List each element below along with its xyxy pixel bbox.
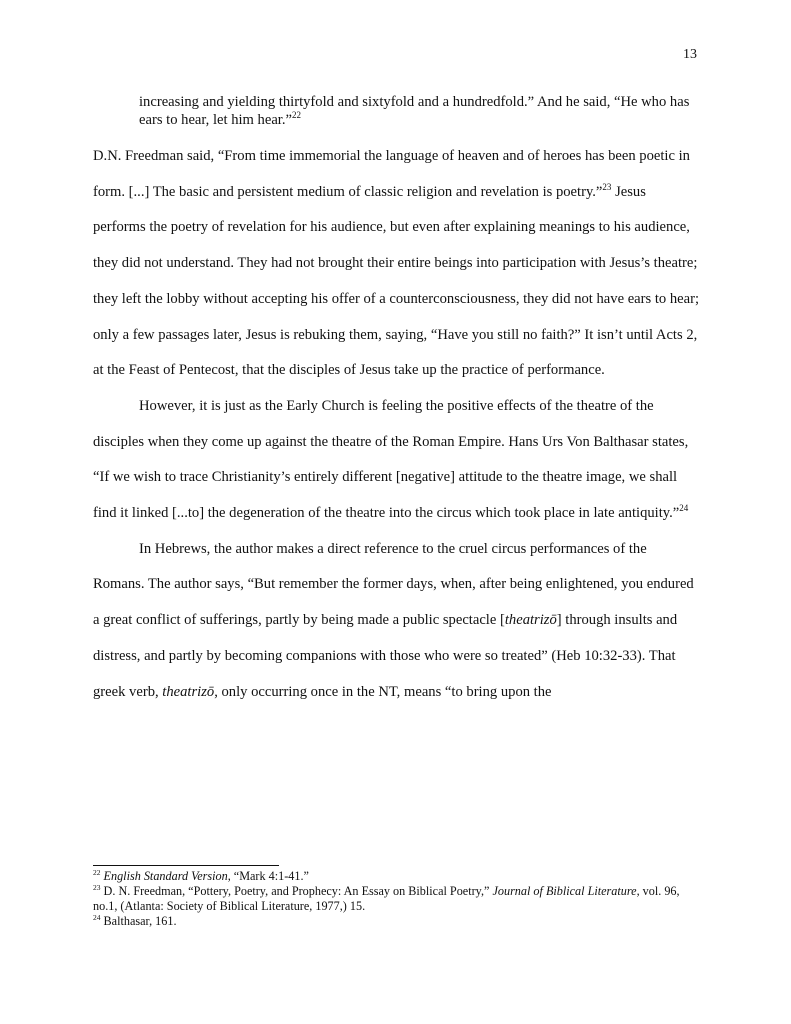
footnote-text: D. N. Freedman, “Pottery, Poetry, and Prophecy: An Essay on Biblical Poetry,”: [100, 884, 493, 898]
footnotes: [93, 869, 699, 929]
paragraph-text: D.N. Freedman said, “From time immemorial the language of heaven and of heroes has been poetic in form. [...] The basic and persistent medium of classic religion and revelation is poetry.”: [93, 148, 690, 200]
paragraph-freedman: [93, 139, 699, 389]
footnote-text: Balthasar, 161.: [100, 914, 177, 928]
page-number: 13: [683, 47, 697, 62]
footnote-ref-24: 24: [679, 503, 689, 514]
footnote-source-title: English Standard Version: [103, 869, 228, 883]
paragraph-hebrews: [93, 532, 699, 711]
paragraph-text: However, it is just as the Early Church is feeling the positive effects of the theatre of the disciples when they come up against the theatre of the Roman Empire. Hans Urs Von Balthasar states, “If we wish to trace Christianity’s entirely different [negative] attitude to the theatre image, we shall find it linked [...to] the degeneration of the theatre into the circus which took place in late antiquity.”: [93, 397, 689, 522]
greek-term: theatrizō: [504, 612, 557, 629]
paragraph-text: ] through insults and distress, and partly by becoming companions with those who were so treated” (Heb 10:32-33). That greek verb,: [93, 612, 678, 700]
footnote-number: 23: [93, 883, 101, 892]
greek-term: theatrizō: [162, 683, 215, 700]
paragraph-text: Jesus performs the poetry of revelation for his audience, but even after explaining meanings to his audience, they did not understand. They had not brought their entire beings into participation with Jesus’s theatre; they left the lobby without accepting his offer of a counterconsciousness, they did not have ears to hear; only a few passages later, Jesus is rebuking them, saying, “Have you still no faith?” It isn’t until Acts 2, at the Feast of Pentecost, that the disciples of Jesus take up the practice of performance.: [93, 183, 700, 379]
footnote-ref-23: 23: [602, 181, 612, 192]
block-quote: [139, 93, 699, 129]
footnote-text: vol. 96, no.1, (Atlanta: Society of Biblical Literature, 1977,) 15.: [93, 884, 680, 913]
footnote-text: , “Mark 4:1-41.”: [227, 869, 309, 883]
paragraph-balthasar: [93, 389, 699, 532]
footnote-22: [93, 869, 699, 884]
paragraph-text: In Hebrews, the author makes a direct reference to the cruel circus performances of the Romans. The author says, “But remember the former days, when, after being enlightened, you endured a great conflict of sufferings, partly by being made a public spectacle [: [93, 540, 694, 629]
body-text: [93, 139, 699, 710]
block-quote-text: increasing and yielding thirtyfold and sixtyfold and a hundredfold.” And he said, “He who has ears to hear, let him hear.”: [139, 94, 690, 128]
footnote-number: 22: [93, 868, 101, 877]
footnote-journal-title: Journal of Biblical Literature,: [492, 884, 640, 898]
footnote-divider: [93, 865, 279, 866]
paragraph-text: , only occurring once in the NT, means “to bring upon the: [214, 683, 552, 700]
footnote-number: 24: [93, 913, 101, 922]
footnote-24: [93, 914, 699, 929]
footnote-23: [93, 884, 699, 914]
footnote-ref-22: 22: [291, 110, 301, 120]
